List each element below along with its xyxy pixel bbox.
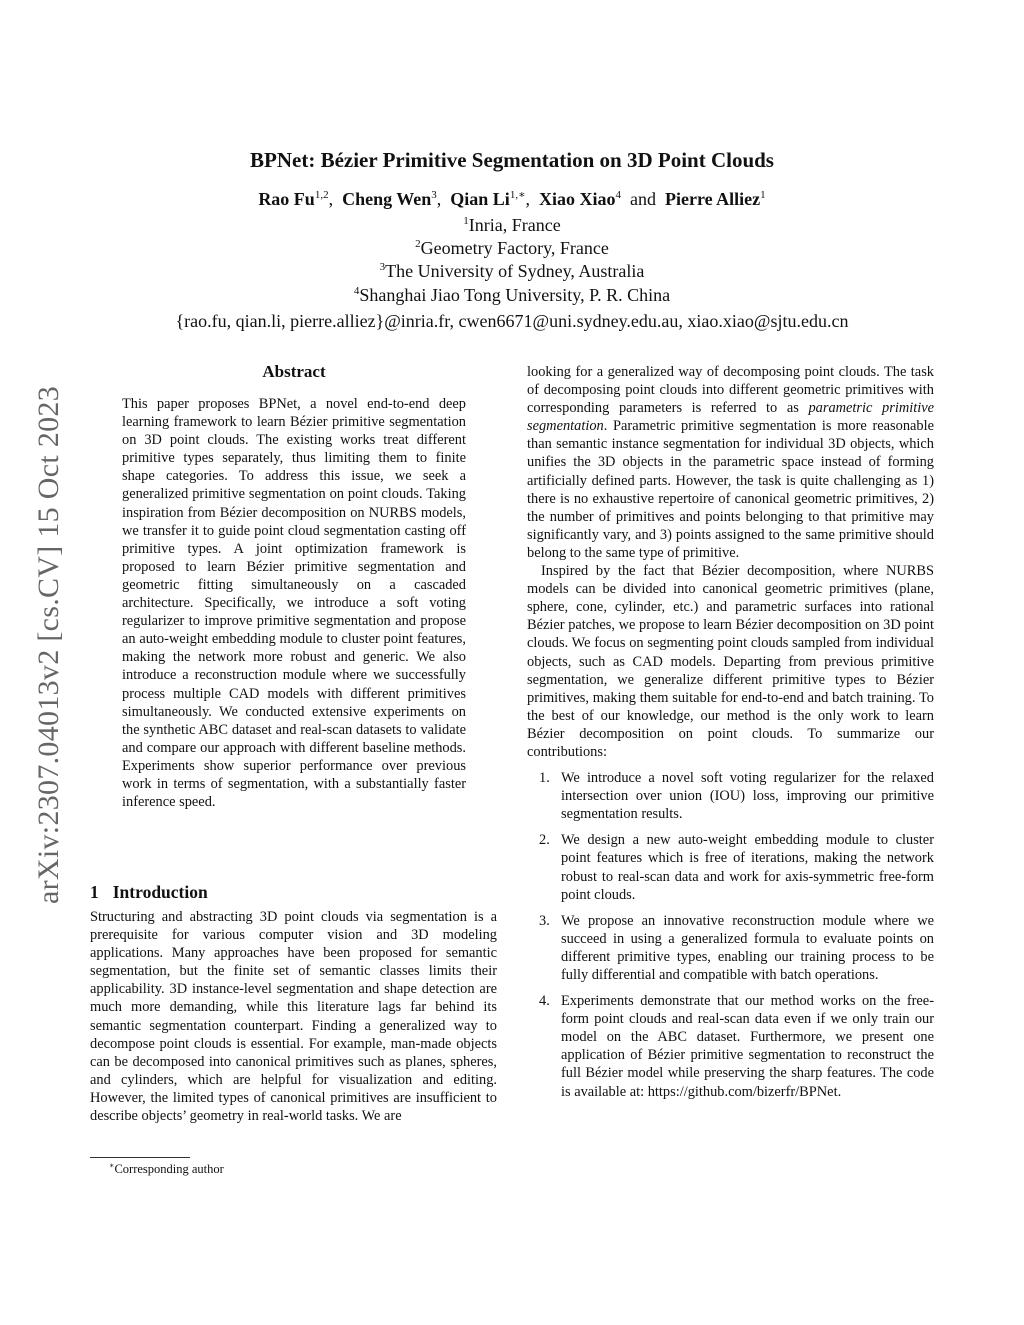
contribution-number: 1. bbox=[539, 770, 550, 787]
section-heading-introduction bbox=[90, 882, 208, 903]
author-affil-mark: 4 bbox=[615, 189, 622, 201]
intro-emphasis: parametric primitive segmentation bbox=[527, 400, 934, 435]
contribution-text: We propose an innovative reconstruction module where we succeed in using a generalized formula to evaluate points on different primitive types, enabling our training process to be fully differential and compatible with batch operations. bbox=[561, 912, 934, 983]
contribution-item bbox=[527, 992, 934, 1101]
affil-mark: 3 bbox=[379, 261, 386, 273]
arxiv-stamp-text: arXiv:2307.04013v2 [cs.CV] 15 Oct 2023 bbox=[32, 385, 66, 905]
intro-paragraph: Inspired by the fact that Bézier decomposition, where NURBS models can be divided into canonical geometric primitives (plane, sphere, cone, cylinder, etc.) and parametric surfaces into rational Bézier patches, we propose to learn Bézier decomposition on 3D point clouds. We focus on segmenting point clouds sampled from individual objects, such as CAD models. Departing from previous primitive segmentation, we generalize different primitive types to Bézier primitives, making them suitable for end-to-end and batch training. To the best of our knowledge, our method is the only work to learn Bézier decomposition on point clouds. To summarize our contributions: bbox=[527, 563, 934, 760]
contribution-text: Experiments demonstrate that our method works on the free-form point clouds and real-scan data even if we only train our model on the ABC dataset. Furthermore, we present one application of Bézier primitive segmentation to reconstruct the full Bézier model while preserving the sharp features. The code is available at: https://github.com/bizerfr/BPNet. bbox=[561, 993, 934, 1100]
abstract-heading: Abstract bbox=[262, 362, 326, 381]
intro-left-column bbox=[90, 908, 497, 1125]
intro-text: . Parametric primitive segmentation is more reasonable than semantic instance segmentation for individual 3D objects, which unifies the 3D objects in the parametric space instead of forming artificially defined parts. However, the task is quite challenging as 1) there is no exhaustive repertoire of canonical geometric primitives, 2) the number of primitives and points belonging to that primitive may significantly vary, and 3) points assigned to the same primitive should belong to the same type of primitive. bbox=[527, 418, 934, 561]
contributions-list bbox=[527, 769, 934, 1101]
footnote-mark: ∗ bbox=[109, 1161, 115, 1170]
intro-paragraph-continued bbox=[527, 363, 934, 562]
abstract-body bbox=[122, 395, 466, 811]
contribution-number: 3. bbox=[539, 912, 550, 929]
section-title: Introduction bbox=[112, 882, 208, 902]
affil-mark: 2 bbox=[415, 238, 421, 250]
affil-text: Shanghai Jiao Tong University, P. R. China bbox=[359, 285, 671, 305]
contribution-item bbox=[527, 912, 934, 984]
contribution-item bbox=[527, 769, 934, 823]
affil-mark: 4 bbox=[353, 285, 360, 297]
affil-mark: 1 bbox=[463, 215, 469, 227]
affiliation bbox=[0, 285, 1024, 306]
author-affil-mark: 1,2 bbox=[314, 189, 329, 201]
author-name: Xiao Xiao bbox=[539, 189, 616, 209]
author-name: Rao Fu bbox=[258, 189, 315, 209]
author-conjunction: and bbox=[630, 189, 657, 209]
author-name: Qian Li bbox=[450, 189, 510, 209]
affil-text: Inria, France bbox=[468, 215, 561, 235]
contribution-item bbox=[527, 831, 934, 903]
contribution-text: We design a new auto-weight embedding module to cluster point features which is free of iterations, making the network robust to real-scan data and work for axis-symmetric free-form point clouds. bbox=[561, 832, 934, 903]
affiliation bbox=[0, 261, 1024, 282]
author-list: Rao Fu$^{1,2}$, Cheng Wen$^3$, Qian $Li^{1,∗}$, Xiao Xiao$^4$ and Pierre Alliez$^1$ bbox=[258, 189, 766, 209]
paper-title: BPNet: Bézier Primitive Segmentation on 3D Point Clouds bbox=[250, 148, 774, 172]
footnote-rule bbox=[90, 1157, 190, 1158]
contribution-text: We introduce a novel soft voting regularizer for the relaxed intersection over union (IOU) loss, improving our primitive segmentation results. bbox=[561, 770, 934, 823]
affiliation bbox=[0, 238, 1024, 259]
abstract-text: This paper proposes BPNet, a novel end-to-end deep learning framework to learn Bézier primitive segmentation on 3D point clouds. The existing works treat different primitive types separately, thus limiting them to finite shape categories. To address this issue, we seek a generalized primitive segmentation on point clouds. Taking inspiration from Bézier decomposition on NURBS models, we transfer it to guide point cloud segmentation casting off primitive types. A joint optimization framework is proposed to learn Bézier primitive segmentation and geometric fitting simultaneously on a cascaded architecture. Specifically, we introduce a soft voting regularizer to improve primitive segmentation and propose an auto-weight embedding module to cluster point features, making the network more robust and generic. We also introduce a reconstruction module where we successfully process multiple CAD models with different primitives simultaneously. We conducted extensive experiments on the synthetic ABC dataset and real-scan datasets to validate and compare our approach with different baseline methods. Experiments show superior performance over previous work in terms of segmentation, with a substantially faster inference speed. bbox=[122, 396, 466, 811]
author-affil-mark: 1,∗ bbox=[509, 189, 526, 201]
contribution-number: 4. bbox=[539, 993, 550, 1010]
intro-right-column bbox=[527, 363, 934, 1109]
arxiv-stamp bbox=[27, 350, 71, 940]
affil-text: The University of Sydney, Australia bbox=[385, 261, 645, 281]
author-emails: {rao.fu, qian.li, pierre.alliez}@inria.fr, cwen6671@uni.sydney.edu.au, xiao.xiao@sjtu.edu.cn bbox=[175, 311, 849, 331]
intro-paragraph: Structuring and abstracting 3D point clouds via segmentation is a prerequisite for various computer vision and 3D modeling applications. Many approaches have been proposed for semantic segmentation, but the finite set of semantic classes limits their applicability. 3D instance-level segmentation and shape detection are much more demanding, while this literature lags far behind its semantic segmentation counterpart. Finding a generalized way to decompose point clouds is essential. For example, man-made objects can be decomposed into canonical primitives such as planes, spheres, and cylinders, which are helpful for visualization and editing. However, the limited types of canonical primitives are insufficient to describe objects’ geometry in real-world tasks. We are bbox=[90, 909, 497, 1125]
author-name: Cheng Wen bbox=[342, 189, 432, 209]
affiliation bbox=[0, 215, 1024, 236]
intro-text: looking for a generalized way of decomposing point clouds. The task of decomposing point clouds into different geometric primitives with corresponding parameters is referred to as bbox=[527, 364, 934, 417]
footnote bbox=[109, 1161, 224, 1177]
footnote-text: Corresponding author bbox=[114, 1162, 224, 1177]
author-affil-mark: 1 bbox=[760, 189, 766, 201]
affil-text: Geometry Factory, France bbox=[420, 238, 609, 258]
contribution-number: 2. bbox=[539, 832, 550, 849]
author-affil-mark: 3 bbox=[431, 189, 437, 201]
section-number: 1 bbox=[90, 882, 99, 902]
author-name: Pierre Alliez bbox=[665, 189, 761, 209]
